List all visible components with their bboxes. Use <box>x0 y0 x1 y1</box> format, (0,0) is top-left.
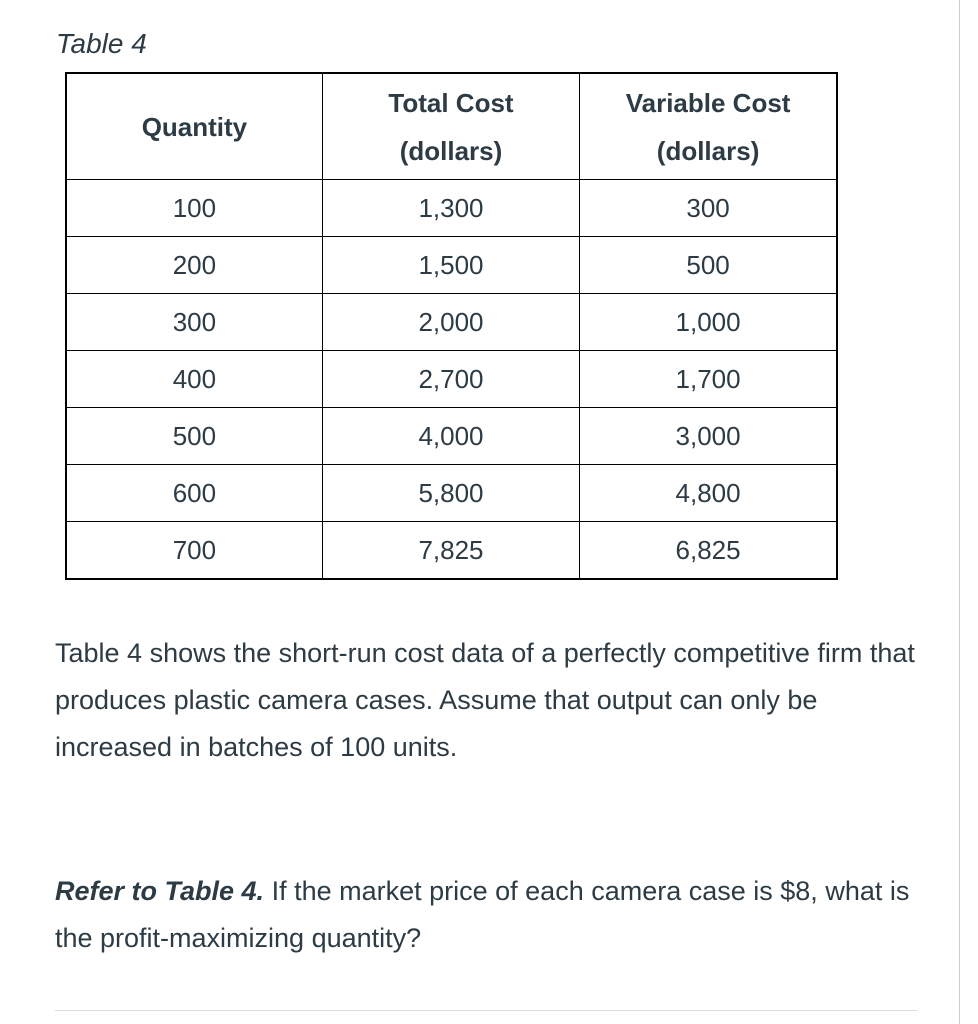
question-reference: Refer to Table 4. <box>55 876 265 906</box>
quantity-cell: 300 <box>66 294 322 351</box>
header-total-cost <box>322 73 579 180</box>
header-total-cost-label: Total Cost <box>388 87 514 118</box>
quantity-cell: 400 <box>66 351 322 408</box>
table-row <box>66 408 837 465</box>
quantity-cell: 200 <box>66 237 322 294</box>
header-variable-cost-label: Variable Cost <box>625 87 791 118</box>
quantity-cell: 100 <box>66 180 322 237</box>
total-cost-cell: 2,000 <box>322 294 579 351</box>
quantity-cell: 500 <box>66 408 322 465</box>
table-row <box>66 465 837 522</box>
total-cost-cell: 4,000 <box>322 408 579 465</box>
header-total-cost-unit: (dollars) <box>399 135 503 166</box>
divider <box>55 1010 917 1011</box>
header-variable-cost-unit: (dollars) <box>656 135 760 166</box>
total-cost-cell: 5,800 <box>322 465 579 522</box>
variable-cost-cell: 500 <box>580 237 837 294</box>
table-row <box>66 294 837 351</box>
table-row <box>66 351 837 408</box>
variable-cost-cell: 300 <box>580 180 837 237</box>
question-body: If the market price of each camera case is $8, what is the profit-maximizing quantity? <box>55 876 910 953</box>
variable-cost-cell: 3,000 <box>580 408 837 465</box>
header-variable-cost <box>580 73 837 180</box>
question-text <box>55 868 935 962</box>
header-quantity <box>66 73 322 180</box>
table-row <box>66 180 837 237</box>
header-quantity-label: Quantity <box>141 111 248 142</box>
quantity-cell: 600 <box>66 465 322 522</box>
table-row <box>66 237 837 294</box>
total-cost-cell: 1,500 <box>322 237 579 294</box>
cost-table <box>65 72 838 580</box>
variable-cost-cell: 6,825 <box>580 522 837 580</box>
total-cost-cell: 2,700 <box>322 351 579 408</box>
table-description: Table 4 shows the short-run cost data of a perfectly competitive firm that produces plastic camera cases. Assume that output can only be increased in batches of 100 units. <box>55 638 915 762</box>
table-row <box>66 522 837 580</box>
quantity-cell: 700 <box>66 522 322 580</box>
total-cost-cell: 7,825 <box>322 522 579 580</box>
table-caption: Table 4 <box>56 28 147 59</box>
variable-cost-cell: 1,000 <box>580 294 837 351</box>
total-cost-cell: 1,300 <box>322 180 579 237</box>
variable-cost-cell: 4,800 <box>580 465 837 522</box>
variable-cost-cell: 1,700 <box>580 351 837 408</box>
table-header-row <box>66 73 837 180</box>
